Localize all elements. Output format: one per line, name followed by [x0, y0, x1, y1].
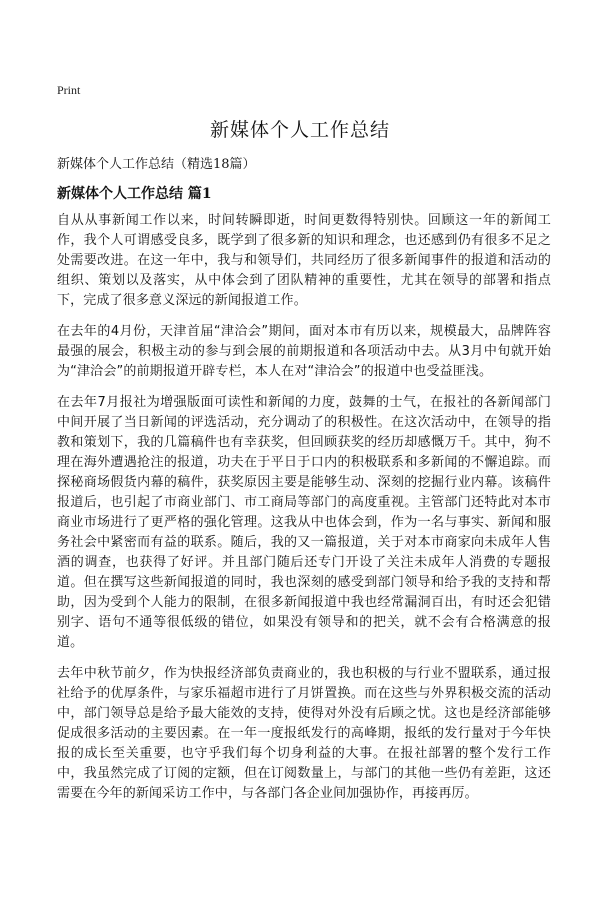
print-link[interactable]: Print: [57, 83, 81, 97]
section-heading: 新媒体个人工作总结 篇1: [57, 186, 212, 202]
article-body: [57, 211, 551, 815]
paragraph-1: 自从从事新闻工作以来，时间转瞬即逝，时间更数得特别快。回顾这一年的新闻工作，我个人可谓感受良多，既学到了很多新的知识和理念，也还感到仍有很多不足之处需要改进。在这一年中，我与和领导们，共同经历了很多新闻事件的报道和活动的组织、策划以及落实，从中体会到了团队精神的重要性，尤其在领导的部署和指点下，完成了很多意义深远的新闻报道工作。: [57, 213, 551, 308]
paragraph-4: 去年中秋节前夕，作为快报经济部负责商业的，我也积极的与行业不盟联系，通过报社给予的优厚条件，与家乐福超市进行了月饼置换。而在这些与外界积极交流的活动中，部门领导总是给予最大能效的支持，使得对外没有后顾之忧。这也是经济部能够促成很多活动的主要因素。在一年一度报纸发行的高峰期，报纸的发行量对于今年快报的成长至关重要，也守乎我们每个切身利益的大事。在报社部署的整个发行工作中，我虽然完成了订阅的定额，但在订阅数量上，与部门的其他一些仍有差距，这还需要在今年的新闻采访工作中，与各部门各企业间加强协作，再接再厉。: [57, 666, 551, 801]
paragraph-3: 在去年7月报社为增强版面可读性和新闻的力度，鼓舞的士气，在报社的各新闻部门中间开展了当日新闻的评选活动，充分调动了的积极性。在这次活动中，在领导的指教和策划下，我的几篇稿件也有幸获奖，但回顾获奖的经历却感慨万千。其中，狗不理在海外遭遇抢注的报道，功夫在于平日于口内的积极联系和多新闻的不懈追踪。而探秘商场假货内幕的稿件，获奖原因主要是能够生动、深刻的挖掘行业内幕。该稿件报道后，也引起了市商业部门、市工商局等部门的高度重视。主管部门还特此对本市商业市场进行了更严格的强化管理。这我从中也体会到，作为一名与事实、新闻和服务社会中紧密而有益的联系。随后，我的又一篇报道，关于对本市商家向未成年人售酒的调查，也获得了好评。并且部门随后还专门开设了关注未成年人消费的专题报道。但在撰写这些新闻报道的同时，我也深刻的感受到部门领导和给予我的支持和帮助，因为受到个人能力的限制，在很多新闻报道中我也经常漏洞百出，有时还会犯错别字、语句不通等很低级的错位，如果没有领导和的把关，就不会有合格满意的报道。: [57, 395, 551, 650]
page-title: 新媒体个人工作总结: [209, 119, 390, 141]
document-subtitle: 新媒体个人工作总结（精选18篇）: [57, 157, 256, 172]
paragraph-2: 在去年的4月份，天津首届“津洽会”期间，面对本市有历以来，规模最大，品牌阵容最强的展会，积极主动的参与到会展的前期报道和各项活动中去。从3月中旬就开始为“津洽会”的前期报道开辟专栏，本人在对“津洽会”的报道中也受益匪浅。: [57, 324, 551, 379]
